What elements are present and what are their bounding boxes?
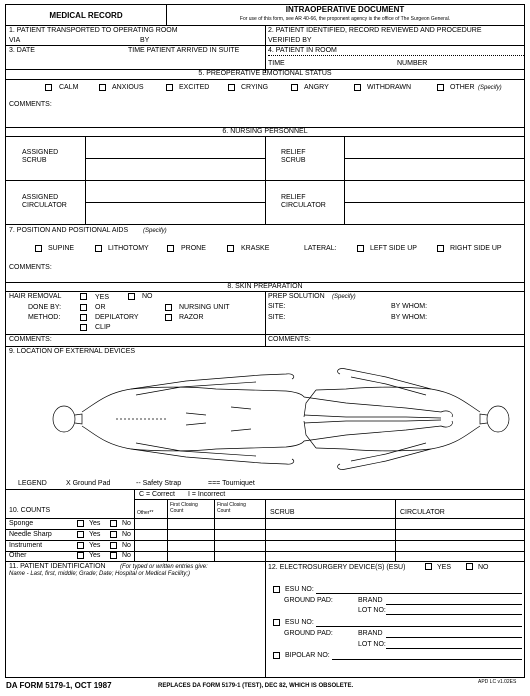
ground-pad-label: GROUND PAD: [284, 630, 333, 637]
other-no-checkbox[interactable] [110, 552, 117, 559]
number-label: NUMBER [397, 60, 428, 67]
body-outline-diagram [46, 357, 516, 477]
patient-id-instructions: (For typed or written entries give: [120, 564, 208, 570]
document-title: INTRAOPERATIVE DOCUMENT [285, 5, 405, 14]
depilatory-label: DEPILATORY [95, 314, 139, 321]
position-comments-label: COMMENTS: [9, 264, 52, 271]
time-arrived-label: TIME PATIENT ARRIVED IN SUITE [128, 47, 240, 54]
angry-label: ANGRY [304, 84, 329, 91]
hair-no-label: NO [142, 293, 153, 300]
replaces-note: REPLACES DA FORM 5179-1 (TEST), DEC 82, WHICH IS OBSOLETE. [158, 683, 354, 689]
legend-ground-pad: X Ground Pad [66, 480, 111, 487]
form-title: MEDICAL RECORD [49, 11, 123, 20]
in-room-label: 4. PATIENT IN ROOM [268, 47, 337, 54]
rule [6, 529, 524, 530]
patient-id-instructions-2: Name - Last, first, middle; Grade; Date; Hospital or Medical Facility;) [9, 571, 191, 577]
rule [6, 540, 524, 541]
first-closing-label-1: First Closing [170, 502, 198, 508]
rule [85, 158, 265, 159]
hair-yes-checkbox[interactable] [80, 293, 87, 300]
sponge-no-checkbox[interactable] [110, 520, 117, 527]
form-number: DA FORM 5179-1, OCT 1987 [6, 681, 112, 690]
rule [6, 79, 524, 80]
razor-label: RAZOR [179, 314, 204, 321]
other-yes-checkbox[interactable] [77, 552, 84, 559]
right-side-up-label: RIGHT SIDE UP [450, 245, 502, 252]
prone-label: PRONE [181, 245, 206, 252]
hair-yes-label: YES [95, 294, 110, 301]
crying-label: CRYING [241, 84, 269, 91]
kraske-label: KRASKE [241, 245, 270, 252]
site-label-1: SITE: [268, 303, 286, 310]
instrument-yes-checkbox[interactable] [77, 542, 84, 549]
lateral-label: LATERAL: [304, 245, 337, 252]
count-row-label: Other [9, 552, 27, 559]
yes-label: Yes [89, 542, 101, 549]
date-label: 3. DATE [9, 47, 35, 54]
nursing-unit-checkbox[interactable] [165, 304, 172, 311]
method-label: METHOD: [28, 314, 61, 321]
lithotomy-label: LITHOTOMY [108, 245, 149, 252]
final-closing-label-2: Count [217, 508, 231, 514]
esu-yes-checkbox[interactable] [425, 563, 432, 570]
rule [6, 334, 524, 335]
left-side-up-label: LEFT SIDE UP [370, 245, 417, 252]
devices-heading: 9. LOCATION OF EXTERNAL DEVICES [9, 348, 136, 355]
other-label: OTHER [450, 84, 475, 91]
other-checkbox[interactable] [437, 84, 444, 91]
bipolar-checkbox[interactable] [273, 652, 280, 659]
prep-solution-label: PREP SOLUTION [268, 293, 325, 300]
rule [85, 202, 265, 203]
or-label: OR [95, 304, 106, 311]
kraske-checkbox[interactable] [227, 245, 234, 252]
relief-circulator-label-1: RELIEF [281, 194, 306, 201]
legend-label: LEGEND [18, 480, 47, 487]
esu-2-checkbox[interactable] [273, 619, 280, 626]
yes-label: Yes [89, 520, 101, 527]
no-label: No [122, 542, 131, 549]
excited-checkbox[interactable] [166, 84, 173, 91]
assigned-circulator-label-1: ASSIGNED [22, 194, 59, 201]
counts-heading: 10. COUNTS [9, 507, 51, 514]
by-whom-label-1: BY WHOM: [391, 303, 428, 310]
right-side-up-checkbox[interactable] [437, 245, 444, 252]
rule [6, 224, 524, 225]
razor-checkbox[interactable] [165, 314, 172, 321]
rule [268, 55, 524, 56]
esu-no-field-label: ESU NO: [285, 586, 314, 593]
assigned-scrub-label-2: SCRUB [22, 157, 47, 164]
supine-checkbox[interactable] [35, 245, 42, 252]
yes-label: Yes [89, 552, 101, 559]
relief-scrub-label-2: SCRUB [281, 157, 306, 164]
rule [6, 489, 524, 490]
brand-label: BRAND [358, 597, 383, 604]
done-by-label: DONE BY: [28, 304, 62, 311]
anxious-label: ANXIOUS [112, 84, 144, 91]
lot-1-input[interactable] [386, 614, 522, 615]
withdrawn-label: WITHDRAWN [367, 84, 412, 91]
withdrawn-checkbox[interactable] [354, 84, 361, 91]
emotional-heading: 5. PREOPERATIVE EMOTIONAL STATUS [198, 70, 332, 77]
verified-by-label: VERIFIED BY [268, 37, 312, 44]
calm-checkbox[interactable] [45, 84, 52, 91]
relief-scrub-label-1: RELIEF [281, 149, 306, 156]
depilatory-checkbox[interactable] [80, 314, 87, 321]
brand-1-input[interactable] [386, 604, 522, 605]
esu-1-input[interactable] [316, 593, 522, 594]
no-label: No [122, 531, 131, 538]
clip-checkbox[interactable] [80, 324, 87, 331]
bipolar-label: BIPOLAR NO: [285, 652, 330, 659]
position-heading: 7. POSITION AND POSITIONAL AIDS [9, 227, 129, 234]
rule [134, 499, 524, 500]
lot-no-label: LOT NO: [358, 641, 386, 648]
esu-no-label: NO [478, 564, 489, 571]
angry-checkbox[interactable] [291, 84, 298, 91]
back-body-figure [304, 369, 509, 470]
esu-no-checkbox[interactable] [466, 563, 473, 570]
esu-no-field-label: ESU NO: [285, 619, 314, 626]
no-label: No [122, 552, 131, 559]
brand-label: BRAND [358, 630, 383, 637]
agency-note: For use of this form, see AR 40-66, the proponent agency is the office of The Surgeon General. [239, 16, 451, 22]
time-label: TIME [268, 60, 285, 67]
relief-circulator-label-2: CIRCULATOR [281, 202, 326, 209]
count-row-label: Instrument [9, 542, 43, 549]
assigned-scrub-label-1: ASSIGNED [22, 149, 59, 156]
count-row-label: Needle Sharp [9, 531, 52, 538]
by-whom-label-2: BY WHOM: [391, 314, 428, 321]
esu-2-input[interactable] [316, 626, 522, 627]
legend-safety-strap: -- Safety Strap [136, 480, 182, 487]
prone-checkbox[interactable] [167, 245, 174, 252]
bipolar-input[interactable] [332, 659, 522, 660]
other-column-label: Other** [137, 510, 154, 516]
circulator-column-label: CIRCULATOR [400, 509, 445, 516]
transported-label: 1. PATIENT TRANSPORTED TO OPERATING ROOM [9, 27, 178, 34]
sponge-yes-checkbox[interactable] [77, 520, 84, 527]
by-label: BY [140, 37, 150, 44]
or-checkbox[interactable] [80, 304, 87, 311]
prep-specify: (Specify) [332, 294, 356, 300]
via-label: VIA [9, 37, 21, 44]
ground-pad-label: GROUND PAD: [284, 597, 333, 604]
form-code: APD LC v1.02ES [478, 679, 517, 685]
rule [6, 346, 524, 347]
position-specify: (Specify) [143, 228, 167, 234]
nursing-heading: 6. NURSING PERSONNEL [222, 128, 308, 135]
identified-label: 2. PATIENT IDENTIFIED, RECORD REVIEWED AND PROCEDURE [268, 27, 482, 34]
yes-label: Yes [89, 531, 101, 538]
skin-comments-right: COMMENTS: [268, 336, 311, 343]
lithotomy-checkbox[interactable] [95, 245, 102, 252]
calm-label: CALM [59, 84, 79, 91]
first-closing-label-2: Count [170, 508, 184, 514]
scrub-column-label: SCRUB [270, 509, 295, 516]
column-divider [265, 25, 266, 73]
patient-id-heading: 11. PATIENT IDENTIFICATION [9, 563, 106, 570]
hair-removal-label: HAIR REMOVAL [9, 293, 62, 300]
instrument-no-checkbox[interactable] [110, 542, 117, 549]
correct-key: C = Correct [139, 491, 175, 498]
incorrect-key: I = Incorrect [188, 491, 226, 498]
final-closing-label-1: Final Closing [217, 502, 246, 508]
column-divider [265, 291, 266, 346]
brand-2-input[interactable] [386, 637, 522, 638]
rule [6, 45, 524, 46]
esu-heading: 12. ELECTROSURGERY DEVICE(S) (ESU) [268, 564, 406, 571]
crying-checkbox[interactable] [228, 84, 235, 91]
column-divider [265, 561, 266, 678]
assigned-circulator-label-2: CIRCULATOR [22, 202, 67, 209]
lot-2-input[interactable] [386, 648, 522, 649]
needle-sharp-no-checkbox[interactable] [110, 531, 117, 538]
legend-tourniquet: === Tourniquet [208, 480, 255, 487]
esu-1-checkbox[interactable] [273, 586, 280, 593]
anxious-checkbox[interactable] [99, 84, 106, 91]
skin-comments-left: COMMENTS: [9, 336, 52, 343]
count-row-label: Sponge [9, 520, 34, 527]
rule [344, 202, 524, 203]
hair-no-checkbox[interactable] [128, 293, 135, 300]
left-side-up-checkbox[interactable] [357, 245, 364, 252]
rule [344, 158, 524, 159]
clip-label: CLIP [95, 324, 111, 331]
nursing-unit-label: NURSING UNIT [179, 304, 230, 311]
intraoperative-form [5, 4, 525, 678]
supine-label: SUPINE [48, 245, 75, 252]
emotional-comments-label: COMMENTS: [9, 101, 52, 108]
excited-label: EXCITED [179, 84, 210, 91]
esu-yes-label: YES [437, 564, 452, 571]
no-label: No [122, 520, 131, 527]
needle-sharp-yes-checkbox[interactable] [77, 531, 84, 538]
site-label-2: SITE: [268, 314, 286, 321]
other-specify: (Specify) [478, 85, 502, 91]
rule [6, 180, 524, 181]
skin-heading: 8. SKIN PREPARATION [227, 283, 303, 290]
rule [6, 518, 524, 519]
lot-no-label: LOT NO: [358, 607, 386, 614]
